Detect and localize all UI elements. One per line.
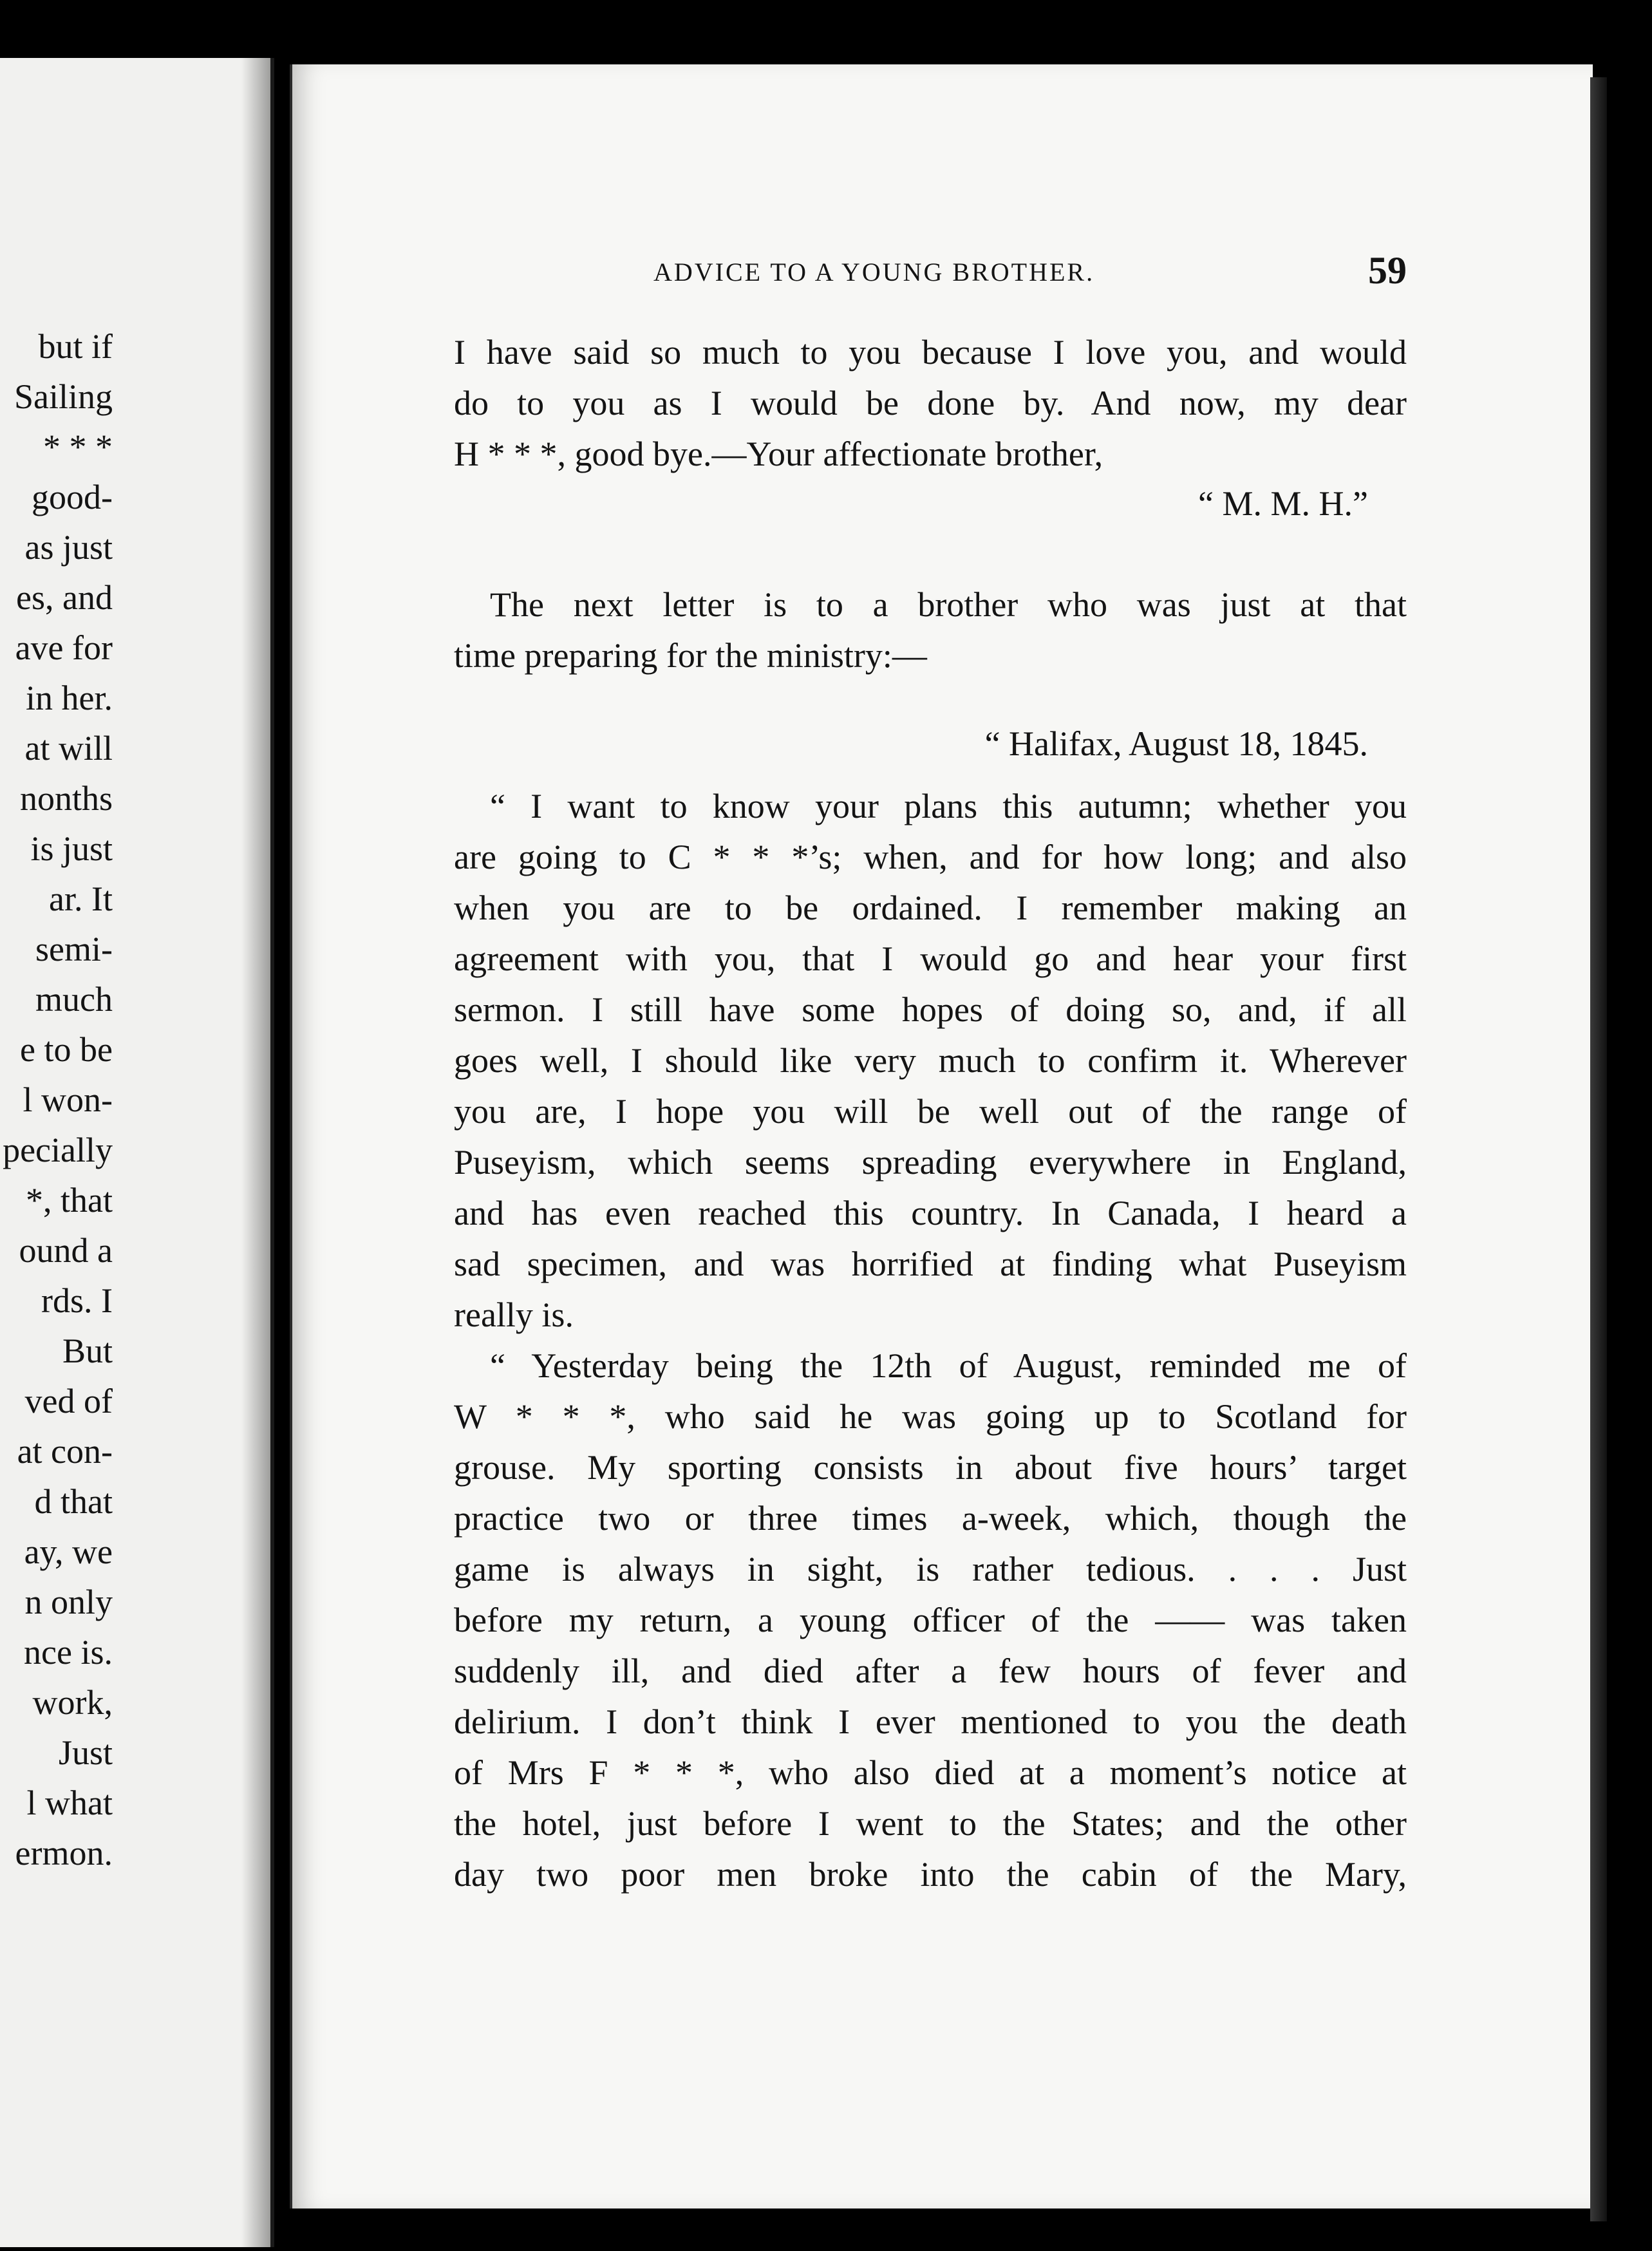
left-line: e to be [20, 1030, 113, 1069]
text-line: goes well, I should like very much to confirm it. Wherever [454, 1041, 1407, 1080]
left-line: at will [24, 729, 113, 768]
text-line: the hotel, just before I went to the States; and the other [454, 1804, 1407, 1843]
text-line: game is always in sight, is rather tedious. . . . Just [454, 1550, 1407, 1588]
text-line: I have said so much to you because I love you, and would [454, 333, 1407, 372]
left-line: But [62, 1332, 113, 1370]
text-line: W * * *, who said he was going up to Scotland for [454, 1397, 1407, 1436]
left-line: Sailing [14, 377, 113, 416]
text-line: when you are to be ordained. I remember making an [454, 889, 1407, 927]
left-line: l what [26, 1784, 113, 1822]
signature-line: “ M. M. H.” [1198, 484, 1368, 523]
text-line: do to you as I would be done by. And now, my dear [454, 384, 1407, 422]
text-line: and has even reached this country. In Canada, I heard a [454, 1194, 1407, 1232]
left-line: as just [24, 528, 113, 567]
page-header [653, 249, 1407, 298]
left-line: ound a [19, 1231, 113, 1270]
left-line: ay, we [24, 1532, 113, 1571]
left-line: but if [38, 327, 113, 366]
text-line: H * * *, good bye.—Your affectionate brother, [454, 435, 1103, 473]
left-line: *, that [26, 1181, 113, 1220]
left-line: n only [24, 1583, 113, 1621]
text-line: “ Yesterday being the 12th of August, reminded me of [490, 1346, 1407, 1385]
text-line: sad specimen, and was horrified at finding what Puseyism [454, 1245, 1407, 1283]
left-line: ar. It [49, 880, 113, 918]
page-edge [1590, 77, 1607, 2221]
text-line: Puseyism, which seems spreading everywhere in England, [454, 1143, 1407, 1182]
gutter-shadow [241, 58, 270, 2247]
left-line: nonths [19, 779, 113, 818]
left-line: nce is. [24, 1633, 113, 1672]
text-line: suddenly ill, and died after a few hours of fever and [454, 1652, 1407, 1690]
left-line: at con- [17, 1432, 113, 1471]
left-line: in her. [26, 679, 113, 717]
text-line: you are, I hope you will be well out of the range of [454, 1092, 1407, 1131]
text-line: before my return, a young officer of the —— was taken [454, 1601, 1407, 1639]
page-number: 59 [1368, 249, 1407, 292]
left-line: d that [34, 1482, 113, 1521]
text-line: grouse. My sporting consists in about five hours’ target [454, 1448, 1407, 1487]
text-line: of Mrs F * * *, who also died at a moment’s notice at [454, 1753, 1407, 1792]
left-line: l won- [23, 1080, 113, 1119]
text-line: sermon. I still have some hopes of doing so, and, if all [454, 990, 1407, 1029]
running-head: ADVICE TO A YOUNG BROTHER. [653, 258, 1095, 287]
text-line: “ I want to know your plans this autumn; whether you [490, 787, 1407, 825]
left-line: is just [30, 829, 113, 868]
left-line: pecially [3, 1131, 113, 1169]
left-line: ave for [15, 628, 113, 667]
left-line: ermon. [15, 1834, 113, 1872]
left-line: much [35, 980, 113, 1019]
left-line: * * * [43, 428, 113, 466]
text-line: The next letter is to a brother who was just at that [490, 585, 1407, 624]
dateline: “ Halifax, August 18, 1845. [984, 724, 1368, 763]
text-line: time preparing for the ministry:— [454, 636, 927, 675]
text-line: delirium. I don’t think I ever mentioned to you the death [454, 1702, 1407, 1741]
left-line: ved of [24, 1382, 113, 1420]
text-line: are going to C * * *’s; when, and for how long; and also [454, 838, 1407, 876]
left-line: work, [32, 1683, 113, 1722]
left-facing-page [0, 58, 274, 2247]
left-line: Just [58, 1733, 113, 1772]
text-line: practice two or three times a-week, which, though the [454, 1499, 1407, 1538]
left-line: semi- [35, 930, 113, 968]
left-line: es, and [16, 578, 113, 617]
text-line: day two poor men broke into the cabin of the Mary, [454, 1855, 1407, 1894]
text-line: agreement with you, that I would go and hear your first [454, 939, 1407, 978]
left-line: good- [32, 478, 113, 516]
left-line: rds. I [41, 1281, 113, 1320]
text-line: really is. [454, 1295, 574, 1334]
